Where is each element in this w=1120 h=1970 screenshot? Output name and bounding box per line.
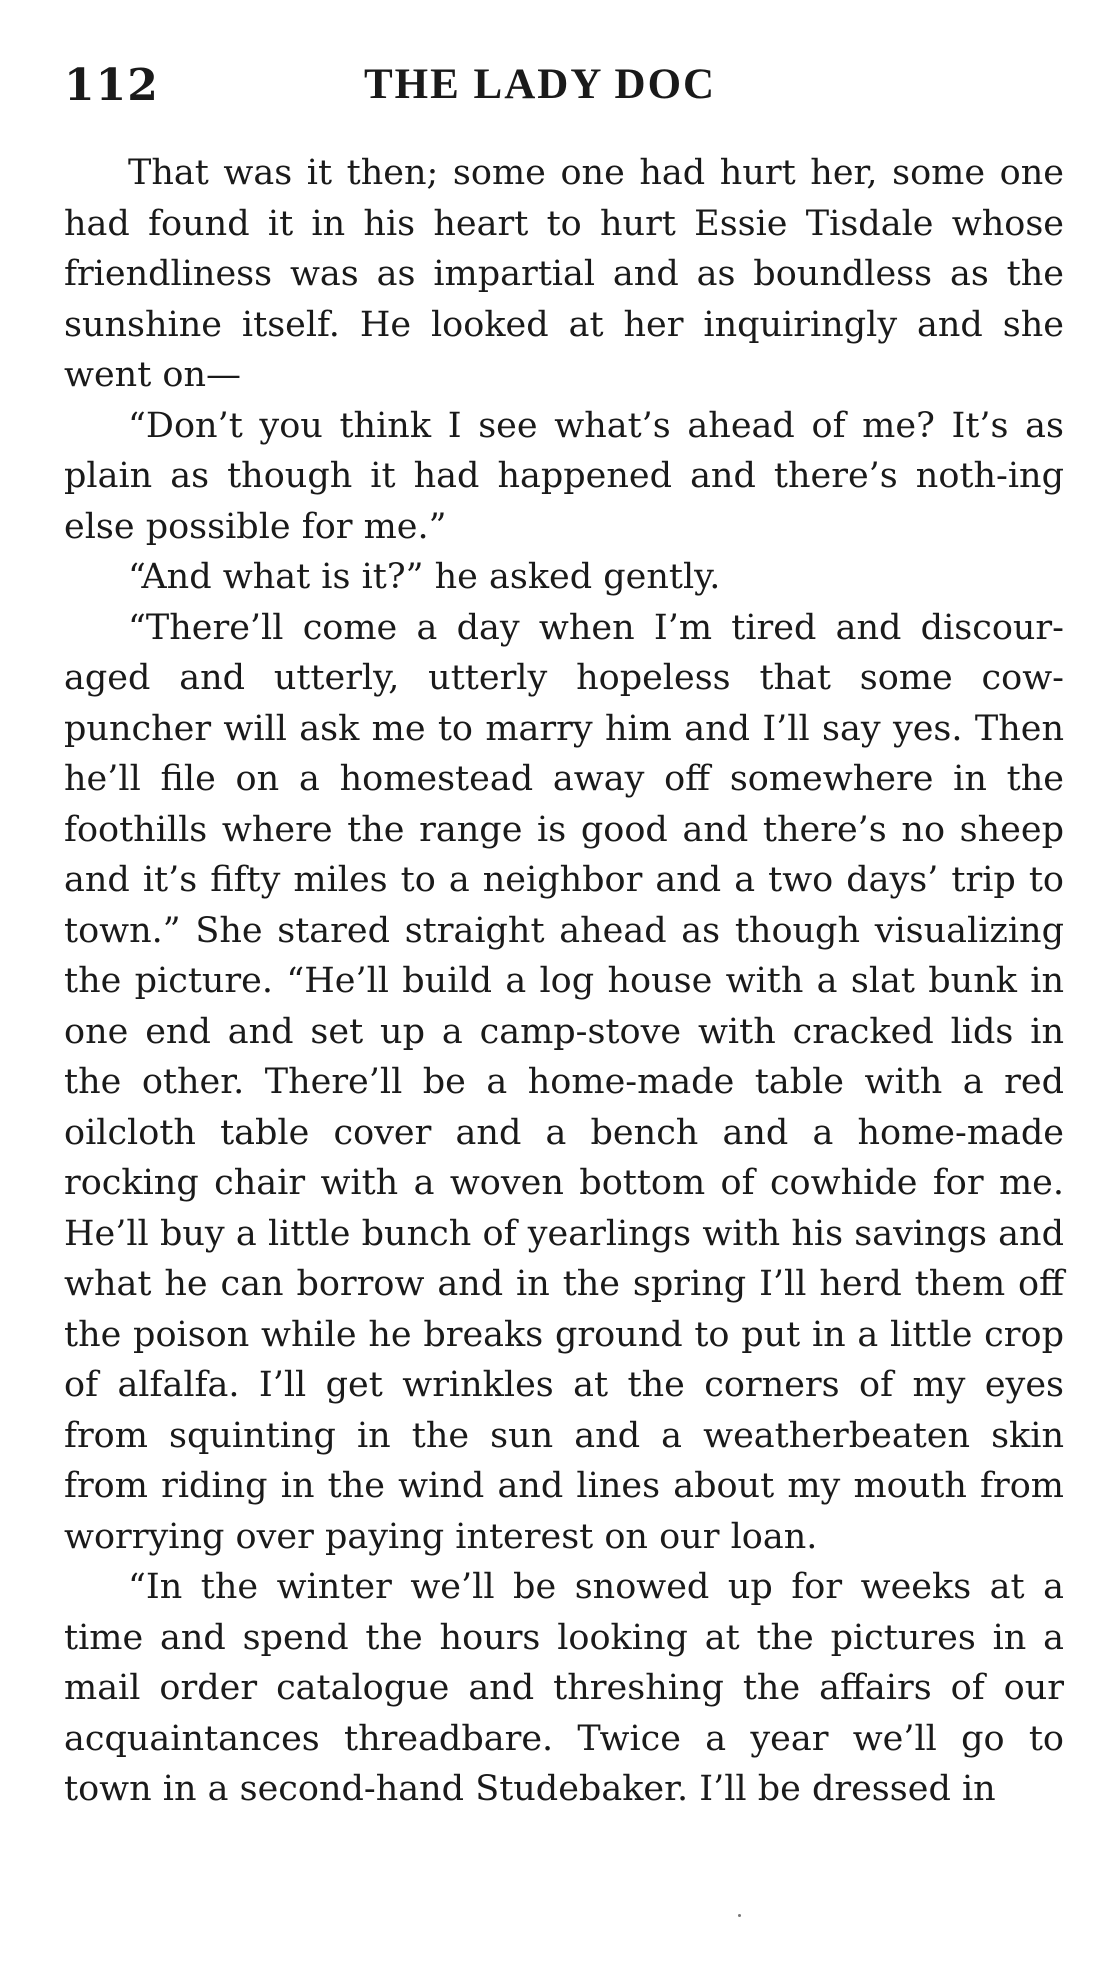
- paragraph: “There’ll come a day when I’m tired and discour-aged and utterly, utterly hopeless that some cow-puncher will ask me to marry him and I’ll say yes. Then he’ll file on a homestead away off somewhere in the foothills where the range is good and there’s no sheep and it’s fifty miles to a neighbor and a two days’ trip to town.” She stared straight ahead as though visualizing the picture. “He’ll build a log house with a slat bunk in one end and set up a camp-stove with cracked lids in the other. There’ll be a home-made table with a red oilcloth table cover and a bench and a home-made rocking chair with a woven bottom of cowhide for me. He’ll buy a little bunch of yearlings with his savings and what he can borrow and in the spring I’ll herd them off the poison while he breaks ground to put in a little crop of alfalfa. I’ll get wrinkles at the corners of my eyes from squinting in the sun and a weatherbeaten skin from riding in the wind and lines about my mouth from worrying over paying interest on our loan.: [64, 607, 1064, 1557]
- running-title: THE LADY DOC: [364, 61, 717, 108]
- paragraph: “Don’t you think I see what’s ahead of me? It’s as plain as though it had happened and there’s noth-ing else possible for me.”: [64, 405, 1064, 547]
- paragraph: “And what is it?” he asked gently.: [128, 557, 721, 597]
- page-number: 112: [64, 60, 159, 111]
- paragraph: “In the winter we’ll be snowed up for weeks at a time and spend the hours looking at the pictures in a mail order catalogue and threshing the affairs of our acquaintances threadbare. Twice a year we’ll go to town in a second-hand Studebaker. I’ll be dressed in: [64, 1567, 1064, 1809]
- running-head: [64, 60, 1056, 120]
- paragraph: That was it then; some one had hurt her, some one had found it in his heart to hurt Essie Tisdale whose friendliness was as impartial and as boundless as the sunshine itself. He looked at her inquiringly and she went on—: [64, 153, 1064, 395]
- body-text: [64, 148, 1064, 1815]
- print-speck: [738, 1914, 741, 1917]
